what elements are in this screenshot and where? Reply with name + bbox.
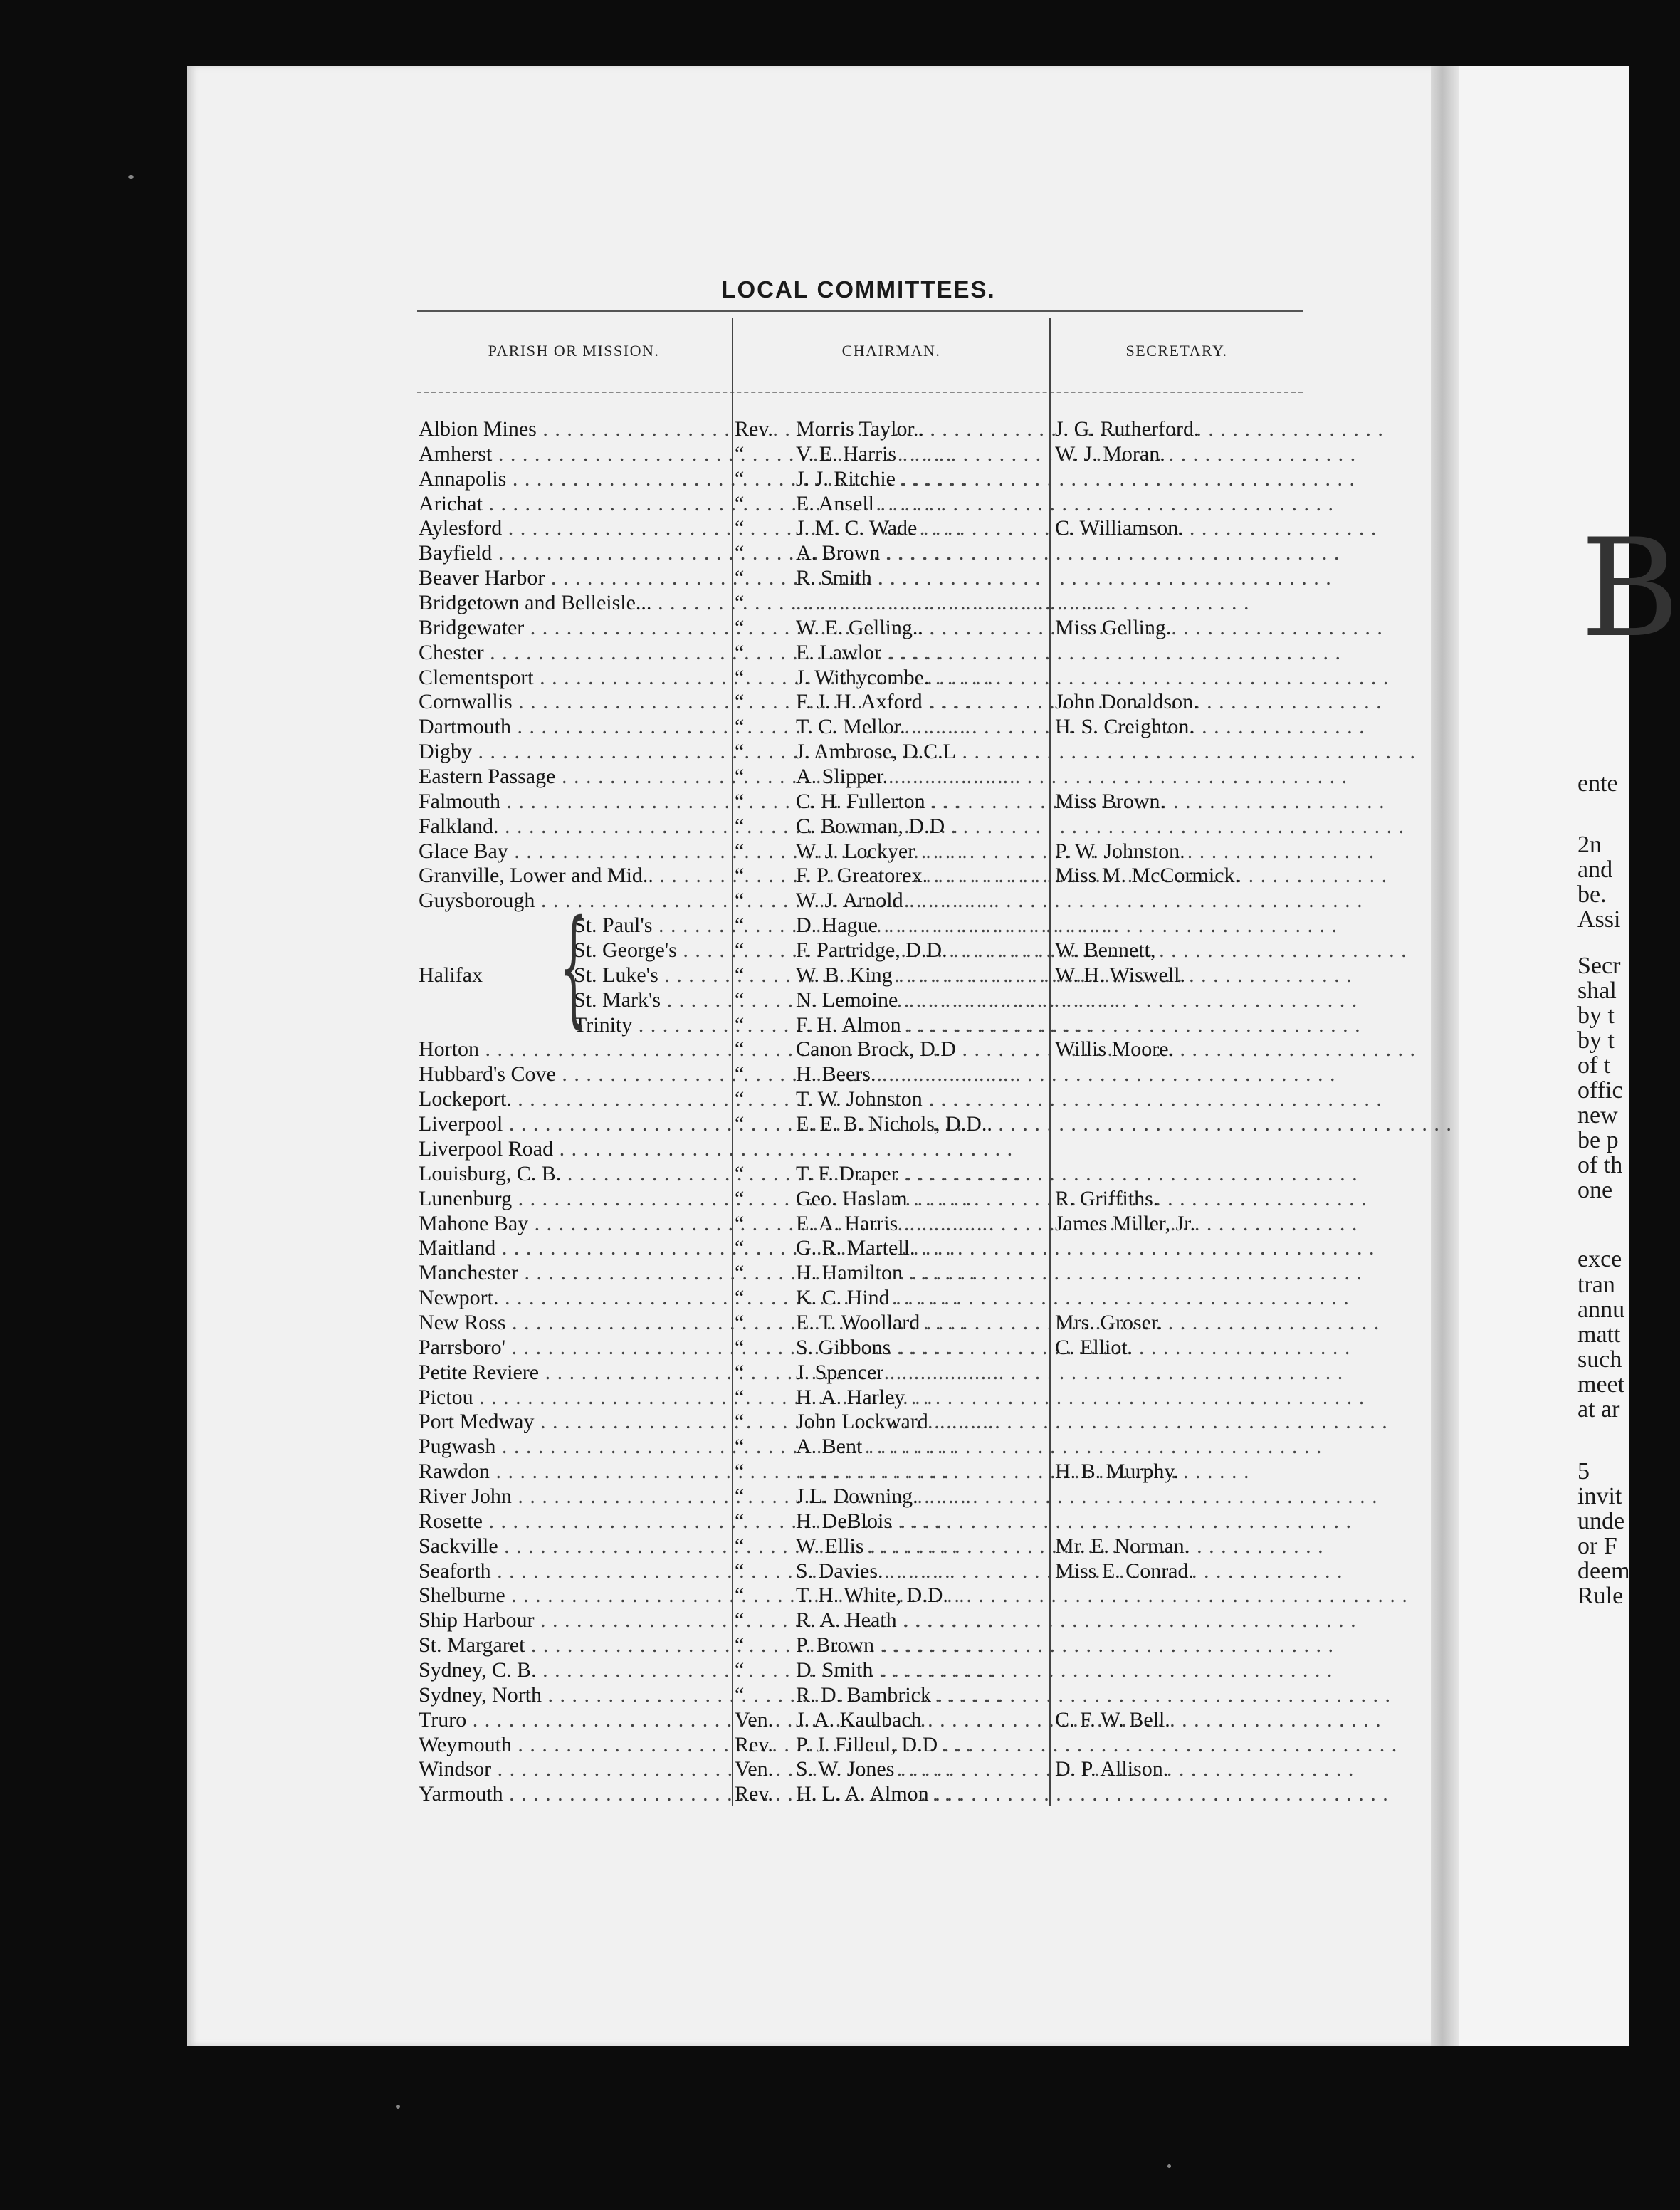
page-gutter bbox=[1431, 66, 1459, 2046]
secretary-name: James Miller, Jr. bbox=[1055, 1211, 1196, 1235]
table-row bbox=[419, 1708, 1301, 1733]
secretary-name: J. G. Rutherford. bbox=[1055, 417, 1199, 441]
scan-speck bbox=[1167, 2164, 1171, 2168]
adjacent-page-text-fragment: meet bbox=[1577, 1371, 1625, 1398]
table-row bbox=[419, 1733, 1301, 1758]
parish-name: River John . . . bbox=[419, 1484, 732, 1509]
committee-table bbox=[419, 417, 1301, 1807]
secretary-name: Miss M. McCormick. bbox=[1055, 864, 1241, 888]
chairman-title: “ bbox=[735, 913, 745, 938]
chairman-name: C. H. Fullerton . . . bbox=[796, 790, 1052, 815]
adjacent-page-text-fragment: offic bbox=[1577, 1077, 1623, 1104]
adjacent-page-initial: B bbox=[1580, 510, 1680, 667]
chairman-title: “ bbox=[735, 1236, 745, 1260]
table-row bbox=[419, 1509, 1301, 1534]
chairman-title: “ bbox=[735, 541, 745, 565]
chairman-title: “ bbox=[735, 839, 745, 863]
chairman-title: “ bbox=[735, 938, 745, 963]
parish-name: Liverpool Road . . . bbox=[419, 1137, 732, 1162]
chairman-title: “ bbox=[735, 1335, 745, 1359]
halifax-sub-parish: St. Mark's . . . bbox=[574, 988, 730, 1013]
chairman-title: “ bbox=[735, 1410, 745, 1434]
parish-name: Truro . . . bbox=[419, 1708, 732, 1733]
adjacent-page-text-fragment: Rule bbox=[1577, 1583, 1624, 1609]
chairman-title: “ bbox=[735, 1186, 745, 1210]
chairman-name: H. Hamilton . . . bbox=[796, 1261, 1052, 1286]
chairman-name: W. B. King . . . bbox=[796, 963, 1052, 988]
chairman-name: W. E. Gelling.. . . . bbox=[796, 616, 1052, 641]
table-row bbox=[419, 1137, 1301, 1162]
table-row bbox=[419, 988, 1301, 1013]
chairman-title: “ bbox=[735, 466, 745, 491]
adjacent-page-text-fragment: such bbox=[1577, 1346, 1622, 1373]
chairman-name: F. H. Almon . . . bbox=[796, 1013, 1052, 1038]
parish-name: Petite Reviere . . . bbox=[419, 1361, 732, 1386]
chairman-name: F. Partridge, D.D. . . . bbox=[796, 938, 1052, 963]
chairman-title: “ bbox=[735, 1460, 745, 1484]
table-row bbox=[419, 492, 1301, 517]
scan-speck bbox=[128, 175, 134, 179]
secretary-name: Willis Moore. bbox=[1055, 1037, 1175, 1062]
parish-name: Weymouth . . . bbox=[419, 1733, 732, 1758]
secretary-name: D. P. Allison. bbox=[1055, 1757, 1169, 1781]
chairman-name: D. Smith . . . bbox=[796, 1658, 1052, 1683]
chairman-name: E. Ansell . . . bbox=[796, 492, 1052, 517]
table-row bbox=[419, 1187, 1301, 1212]
table-row bbox=[419, 541, 1301, 566]
chairman-title: “ bbox=[735, 1261, 745, 1285]
table-row bbox=[419, 1410, 1301, 1435]
table-row bbox=[419, 1311, 1301, 1336]
parish-name: St. Margaret . . . bbox=[419, 1633, 732, 1658]
parish-name: Annapolis . . . bbox=[419, 467, 732, 492]
chairman-name: W. J. Arnold . . . bbox=[796, 889, 1052, 913]
chairman-title: “ bbox=[735, 1608, 745, 1633]
parish-name: Lunenburg . . . bbox=[419, 1187, 732, 1212]
chairman-title: “ bbox=[735, 864, 745, 888]
chairman-title: “ bbox=[735, 1682, 745, 1707]
header-secretary: SECRETARY. bbox=[1125, 342, 1228, 360]
chairman-name: E. E. B. Nichols, D.D.. . . . bbox=[796, 1112, 1052, 1137]
secretary-name: C. Williamson. bbox=[1055, 516, 1184, 540]
table-row bbox=[419, 740, 1301, 765]
adjacent-page-text-fragment: ente bbox=[1577, 770, 1618, 797]
secretary-name: W. J. Moran. bbox=[1055, 441, 1165, 466]
secretary-name: C. F. W. Bell. bbox=[1055, 1707, 1170, 1732]
parish-name: Amherst . . . bbox=[419, 442, 732, 467]
parish-name: Hubbard's Cove . . . bbox=[419, 1062, 732, 1087]
parish-name: Rosette . . . bbox=[419, 1509, 732, 1534]
table-row bbox=[419, 913, 1301, 938]
chairman-title: “ bbox=[735, 615, 745, 639]
secretary-name: Mr. E. Norman. bbox=[1055, 1534, 1190, 1558]
table-row bbox=[419, 1782, 1301, 1807]
chairman-name: V. E. Harris . . . bbox=[796, 442, 1052, 467]
adjacent-page-text-fragment: one bbox=[1577, 1177, 1613, 1203]
chairman-name: J. J. Ritchie . . . bbox=[796, 467, 1052, 492]
title-rule bbox=[417, 310, 1303, 312]
chairman-name: C. Bowman, D.D . . . bbox=[796, 815, 1052, 839]
chairman-name: G. R. Martell. . . . bbox=[796, 1236, 1052, 1261]
table-row bbox=[419, 1112, 1301, 1137]
chairman-name: W. Ellis . . . bbox=[796, 1534, 1052, 1559]
parish-name: Yarmouth . . . bbox=[419, 1782, 732, 1807]
chairman-name: P. Brown . . . bbox=[796, 1633, 1052, 1658]
chairman-title: “ bbox=[735, 814, 745, 838]
chairman-name: Morris Taylor.. . . . bbox=[796, 417, 1052, 442]
secretary-name: H. S. Creighton. bbox=[1055, 715, 1195, 739]
adjacent-page-text-fragment: by t bbox=[1577, 1002, 1615, 1029]
parish-name: Aylesford . . . bbox=[419, 516, 732, 541]
chairman-title: “ bbox=[735, 1211, 745, 1235]
table-row bbox=[419, 1162, 1301, 1187]
parish-name: Seaforth . . . bbox=[419, 1559, 732, 1584]
chairman-title: “ bbox=[735, 1012, 745, 1037]
chairman-title: “ bbox=[735, 765, 745, 789]
table-row bbox=[419, 1286, 1301, 1311]
secretary-name: Miss E. Conrad. bbox=[1055, 1559, 1194, 1583]
parish-name: Sydney, North . . . bbox=[419, 1683, 732, 1708]
table-row bbox=[419, 516, 1301, 541]
adjacent-page-text-fragment: Assi bbox=[1577, 906, 1621, 933]
table-row bbox=[419, 1236, 1301, 1261]
table-row bbox=[419, 1386, 1301, 1410]
header-rule bbox=[417, 392, 1303, 393]
chairman-name: W. J. Lockyer . . . bbox=[796, 839, 1052, 864]
parish-name: Digby . . . bbox=[419, 740, 732, 765]
parish-name: Louisburg, C. B. . . . bbox=[419, 1162, 732, 1187]
adjacent-page-text-fragment: of t bbox=[1577, 1052, 1611, 1079]
chairman-title: “ bbox=[735, 566, 745, 590]
chairman-title: “ bbox=[735, 491, 745, 515]
table-row bbox=[419, 1062, 1301, 1087]
adjacent-page-text-fragment: be p bbox=[1577, 1127, 1619, 1153]
chairman-name: S. Gibbons . . . bbox=[796, 1336, 1052, 1361]
table-row bbox=[419, 815, 1301, 839]
secretary-name: Miss Gelling. bbox=[1055, 615, 1172, 639]
parish-name: Guysborough . . . bbox=[419, 889, 732, 913]
table-row bbox=[419, 1336, 1301, 1361]
chairman-title: “ bbox=[735, 889, 745, 913]
chairman-title: “ bbox=[735, 988, 745, 1012]
parish-name: Windsor . . . bbox=[419, 1757, 732, 1782]
chairman-title: “ bbox=[735, 1509, 745, 1533]
parish-name: Lockeport. . . . bbox=[419, 1087, 732, 1112]
table-row bbox=[419, 1037, 1301, 1062]
table-row bbox=[419, 690, 1301, 715]
chairman-name: R. Smith . . . bbox=[796, 566, 1052, 591]
chairman-title: “ bbox=[735, 516, 745, 540]
table-row bbox=[419, 715, 1301, 740]
chairman-title: “ bbox=[735, 1583, 745, 1608]
adjacent-page-text-fragment: at ar bbox=[1577, 1396, 1620, 1423]
parish-name: Pugwash . . . bbox=[419, 1435, 732, 1460]
parish-name: Falmouth . . . bbox=[419, 790, 732, 815]
chairman-name: R. D. Bambrick . . . bbox=[796, 1683, 1052, 1708]
chairman-name: T. C. Mellor. . . . bbox=[796, 715, 1052, 740]
table-row bbox=[419, 467, 1301, 492]
chairman-name: S. Davies. . . . bbox=[796, 1559, 1052, 1584]
chairman-title: “ bbox=[735, 1633, 745, 1658]
adjacent-page-text-fragment: exce bbox=[1577, 1246, 1622, 1272]
chairman-name bbox=[796, 1460, 1052, 1484]
secretary-name: H. B. Murphy. bbox=[1055, 1460, 1179, 1484]
adjacent-page-text-fragment: tran bbox=[1577, 1272, 1615, 1298]
chairman-title: Ven. bbox=[735, 1707, 774, 1732]
adjacent-page-text-fragment: 2n bbox=[1577, 832, 1602, 858]
table-row bbox=[419, 1435, 1301, 1460]
chairman-title: “ bbox=[735, 1062, 745, 1086]
chairman-name: F. P. Greatorex. . . . bbox=[796, 864, 1052, 889]
chairman-name: D. Hague . . . bbox=[796, 913, 1052, 938]
table-row bbox=[419, 864, 1301, 889]
table-row bbox=[419, 839, 1301, 864]
page-title: LOCAL COMMITTEES. bbox=[721, 276, 996, 303]
table-row bbox=[419, 666, 1301, 691]
table-row bbox=[419, 1559, 1301, 1584]
chairman-title: “ bbox=[735, 591, 745, 615]
table-row bbox=[419, 1757, 1301, 1782]
adjacent-page-text-fragment: be. bbox=[1577, 881, 1607, 908]
parish-name: Manchester . . . bbox=[419, 1261, 732, 1286]
chairman-name: Geo. Haslam . . . bbox=[796, 1187, 1052, 1212]
table-row bbox=[419, 1013, 1301, 1038]
table-row bbox=[419, 566, 1301, 591]
parish-name: Rawdon . . . bbox=[419, 1460, 732, 1484]
chairman-name: E. A. Harris . . . bbox=[796, 1212, 1052, 1237]
table-row bbox=[419, 417, 1301, 442]
parish-name: Albion Mines . . . bbox=[419, 417, 732, 442]
chairman-name: E. Lawlor . . . bbox=[796, 641, 1052, 666]
table-row bbox=[419, 790, 1301, 815]
adjacent-page-text-fragment: deem bbox=[1577, 1558, 1630, 1584]
halifax-brace: { bbox=[560, 893, 588, 1041]
chairman-name: T. F. Draper . . . bbox=[796, 1162, 1052, 1187]
secretary-name: Mrs. Groser. bbox=[1055, 1310, 1162, 1334]
chairman-title: “ bbox=[735, 740, 745, 764]
parish-name: Port Medway . . . bbox=[419, 1410, 732, 1435]
chairman-name: J. A. Kaulbach . . . bbox=[796, 1708, 1052, 1733]
secretary-name: W. H. Wiswell. bbox=[1055, 963, 1185, 987]
chairman-title: “ bbox=[735, 665, 745, 689]
chairman-title: “ bbox=[735, 715, 745, 739]
chairman-name: H. L. A. Almon . . . bbox=[796, 1782, 1052, 1807]
parish-name: Bridgetown and Belleisle... . . . bbox=[419, 591, 732, 616]
table-row bbox=[419, 765, 1301, 790]
chairman-title: “ bbox=[735, 789, 745, 813]
chairman-title: “ bbox=[735, 640, 745, 664]
chairman-title: “ bbox=[735, 1161, 745, 1185]
table-row bbox=[419, 1484, 1301, 1509]
chairman-title: “ bbox=[735, 963, 745, 987]
chairman-title: “ bbox=[735, 1385, 745, 1409]
secretary-name: P. W. Johnston. bbox=[1055, 839, 1185, 863]
adjacent-page-text-fragment: or F bbox=[1577, 1533, 1617, 1559]
adjacent-page-text-fragment: 5 bbox=[1577, 1458, 1590, 1484]
chairman-title: Rev. bbox=[735, 1732, 773, 1756]
table-row bbox=[419, 938, 1301, 963]
adjacent-page-text-fragment: and bbox=[1577, 857, 1613, 883]
parish-name: Mahone Bay . . . bbox=[419, 1212, 732, 1237]
chairman-name: J. Withycombe. . . . bbox=[796, 666, 1052, 691]
adjacent-page-text-fragment: by t bbox=[1577, 1027, 1615, 1054]
chairman-title: Ven. bbox=[735, 1757, 774, 1781]
parish-name: Liverpool . . . bbox=[419, 1112, 732, 1137]
chairman-name: S. W. Jones . . . bbox=[796, 1757, 1052, 1782]
chairman-name: H. DeBlois . . . bbox=[796, 1509, 1052, 1534]
chairman-name bbox=[796, 591, 1052, 616]
parish-name: Chester . . . bbox=[419, 641, 732, 666]
table-row bbox=[419, 963, 1301, 988]
parish-name: Bridgewater . . . bbox=[419, 616, 732, 641]
parish-name: Maitland . . . bbox=[419, 1236, 732, 1261]
parish-name: Sydney, C. B. . . . bbox=[419, 1658, 732, 1683]
table-row bbox=[419, 616, 1301, 641]
parish-name: Arichat . . . bbox=[419, 492, 732, 517]
adjacent-page bbox=[1459, 66, 1680, 2046]
chairman-name: E. T. Woollard . . . bbox=[796, 1311, 1052, 1336]
chairman-name: A. Brown . . . bbox=[796, 541, 1052, 566]
adjacent-page-text-fragment: annu bbox=[1577, 1297, 1625, 1323]
halifax-sub-parish: St. Paul's . . . bbox=[574, 913, 730, 938]
parish-name: Bayfield . . . bbox=[419, 541, 732, 566]
chairman-title: “ bbox=[735, 1360, 745, 1384]
chairman-title: “ bbox=[735, 1037, 745, 1062]
parish-name: Eastern Passage . . . bbox=[419, 765, 732, 790]
chairman-name: T. H. White, D.D. . . . bbox=[796, 1583, 1052, 1608]
chairman-title: “ bbox=[735, 441, 745, 466]
parish-name: Falkland. . . . bbox=[419, 815, 732, 839]
chairman-name: John Lockward . . . bbox=[796, 1410, 1052, 1435]
table-row bbox=[419, 1683, 1301, 1708]
chairman-title: “ bbox=[735, 1435, 745, 1459]
secretary-name: W. Bennett, bbox=[1055, 938, 1156, 963]
secretary-name: Miss Brown. bbox=[1055, 789, 1166, 813]
adjacent-page-text-fragment: Secr bbox=[1577, 953, 1621, 979]
chairman-name: H. A. Harley . . . bbox=[796, 1386, 1052, 1410]
chairman-name: K. C. Hind . . . bbox=[796, 1286, 1052, 1311]
parish-name: Clementsport . . . bbox=[419, 666, 732, 691]
table-row bbox=[419, 1534, 1301, 1559]
header-chairman: CHAIRMAN. bbox=[841, 342, 941, 360]
chairman-name: J.L. Downing. . . . bbox=[796, 1484, 1052, 1509]
halifax-sub-parish: St. Luke's . . . bbox=[574, 963, 730, 988]
chairman-title: “ bbox=[735, 1112, 745, 1136]
header-parish: PARISH OR MISSION. bbox=[488, 342, 660, 360]
adjacent-page-text-fragment: shal bbox=[1577, 978, 1617, 1004]
parish-name: Parrsboro' . . . bbox=[419, 1336, 732, 1361]
parish-name: Newport. . . . bbox=[419, 1286, 732, 1311]
chairman-title: “ bbox=[735, 1087, 745, 1111]
chairman-title: “ bbox=[735, 1310, 745, 1334]
parish-name: Horton . . . bbox=[419, 1037, 732, 1062]
chairman-name: J. M. C. Wade . . . bbox=[796, 516, 1052, 541]
chairman-name: R. A. Heath . . . bbox=[796, 1608, 1052, 1633]
chairman-name: A. Slipper. . . . bbox=[796, 765, 1052, 790]
parish-name: Ship Harbour . . . bbox=[419, 1608, 732, 1633]
chairman-name: P. J. Filleul, D.D . . . bbox=[796, 1733, 1052, 1758]
parish-name: Cornwallis . . . bbox=[419, 690, 732, 715]
table-row bbox=[419, 591, 1301, 616]
table-row bbox=[419, 1087, 1301, 1112]
table-row bbox=[419, 1212, 1301, 1237]
table-row bbox=[419, 1361, 1301, 1386]
halifax-label: Halifax bbox=[419, 963, 483, 988]
parish-name: Glace Bay . . . bbox=[419, 839, 732, 864]
chairman-title: Rev. bbox=[735, 417, 773, 441]
table-row bbox=[419, 1460, 1301, 1484]
chairman-name: H. Beers. . . . bbox=[796, 1062, 1052, 1087]
adjacent-page-text-fragment: matt bbox=[1577, 1321, 1621, 1348]
table-row bbox=[419, 889, 1301, 913]
parish-name: Shelburne . . . bbox=[419, 1583, 732, 1608]
secretary-name: John Donaldson. bbox=[1055, 690, 1199, 714]
table-row bbox=[419, 1261, 1301, 1286]
parish-name: Granville, Lower and Mid.. . . . bbox=[419, 864, 732, 889]
chairman-title: Rev. bbox=[735, 1782, 773, 1806]
adjacent-page-text-fragment: new bbox=[1577, 1102, 1618, 1128]
parish-name: Sackville . . . bbox=[419, 1534, 732, 1559]
table-row bbox=[419, 1658, 1301, 1683]
secretary-name: R. Griffiths. bbox=[1055, 1186, 1159, 1210]
adjacent-page-text-fragment: unde bbox=[1577, 1508, 1625, 1534]
parish-name: Pictou . . . bbox=[419, 1386, 732, 1410]
chairman-title: “ bbox=[735, 1484, 745, 1508]
chairman-title: “ bbox=[735, 1658, 745, 1682]
chairman-title: “ bbox=[735, 1559, 745, 1583]
chairman-name: J. Spencer . . . bbox=[796, 1361, 1052, 1386]
table-row bbox=[419, 1583, 1301, 1608]
table-row bbox=[419, 641, 1301, 666]
chairman-name: J. Ambrose, D.C.L . . . bbox=[796, 740, 1052, 765]
chairman-name: T. W. Johnston . . . bbox=[796, 1087, 1052, 1112]
adjacent-page-text-fragment: invit bbox=[1577, 1483, 1622, 1509]
halifax-sub-parish: Trinity . . . bbox=[574, 1013, 730, 1038]
chairman-name: A. Bent . . . bbox=[796, 1435, 1052, 1460]
chairman-title: “ bbox=[735, 690, 745, 714]
halifax-sub-parish: St. George's . . . bbox=[574, 938, 730, 963]
secretary-name: C. Elliot. bbox=[1055, 1335, 1133, 1359]
table-row bbox=[419, 1608, 1301, 1633]
scan-speck bbox=[396, 2105, 400, 2109]
parish-name: New Ross . . . bbox=[419, 1311, 732, 1336]
chairman-name: N. Lemoine . . . bbox=[796, 988, 1052, 1013]
parish-name: Beaver Harbor . . . bbox=[419, 566, 732, 591]
chairman-title: “ bbox=[735, 1534, 745, 1558]
chairman-name: F. J. H. Axford . . . bbox=[796, 690, 1052, 715]
chairman-title: “ bbox=[735, 1286, 745, 1310]
adjacent-page-text-fragment: of th bbox=[1577, 1152, 1623, 1178]
parish-name: Dartmouth . . . bbox=[419, 715, 732, 740]
table-row bbox=[419, 1633, 1301, 1658]
table-row bbox=[419, 442, 1301, 467]
chairman-name: Canon Brock, D.D . . . bbox=[796, 1037, 1052, 1062]
